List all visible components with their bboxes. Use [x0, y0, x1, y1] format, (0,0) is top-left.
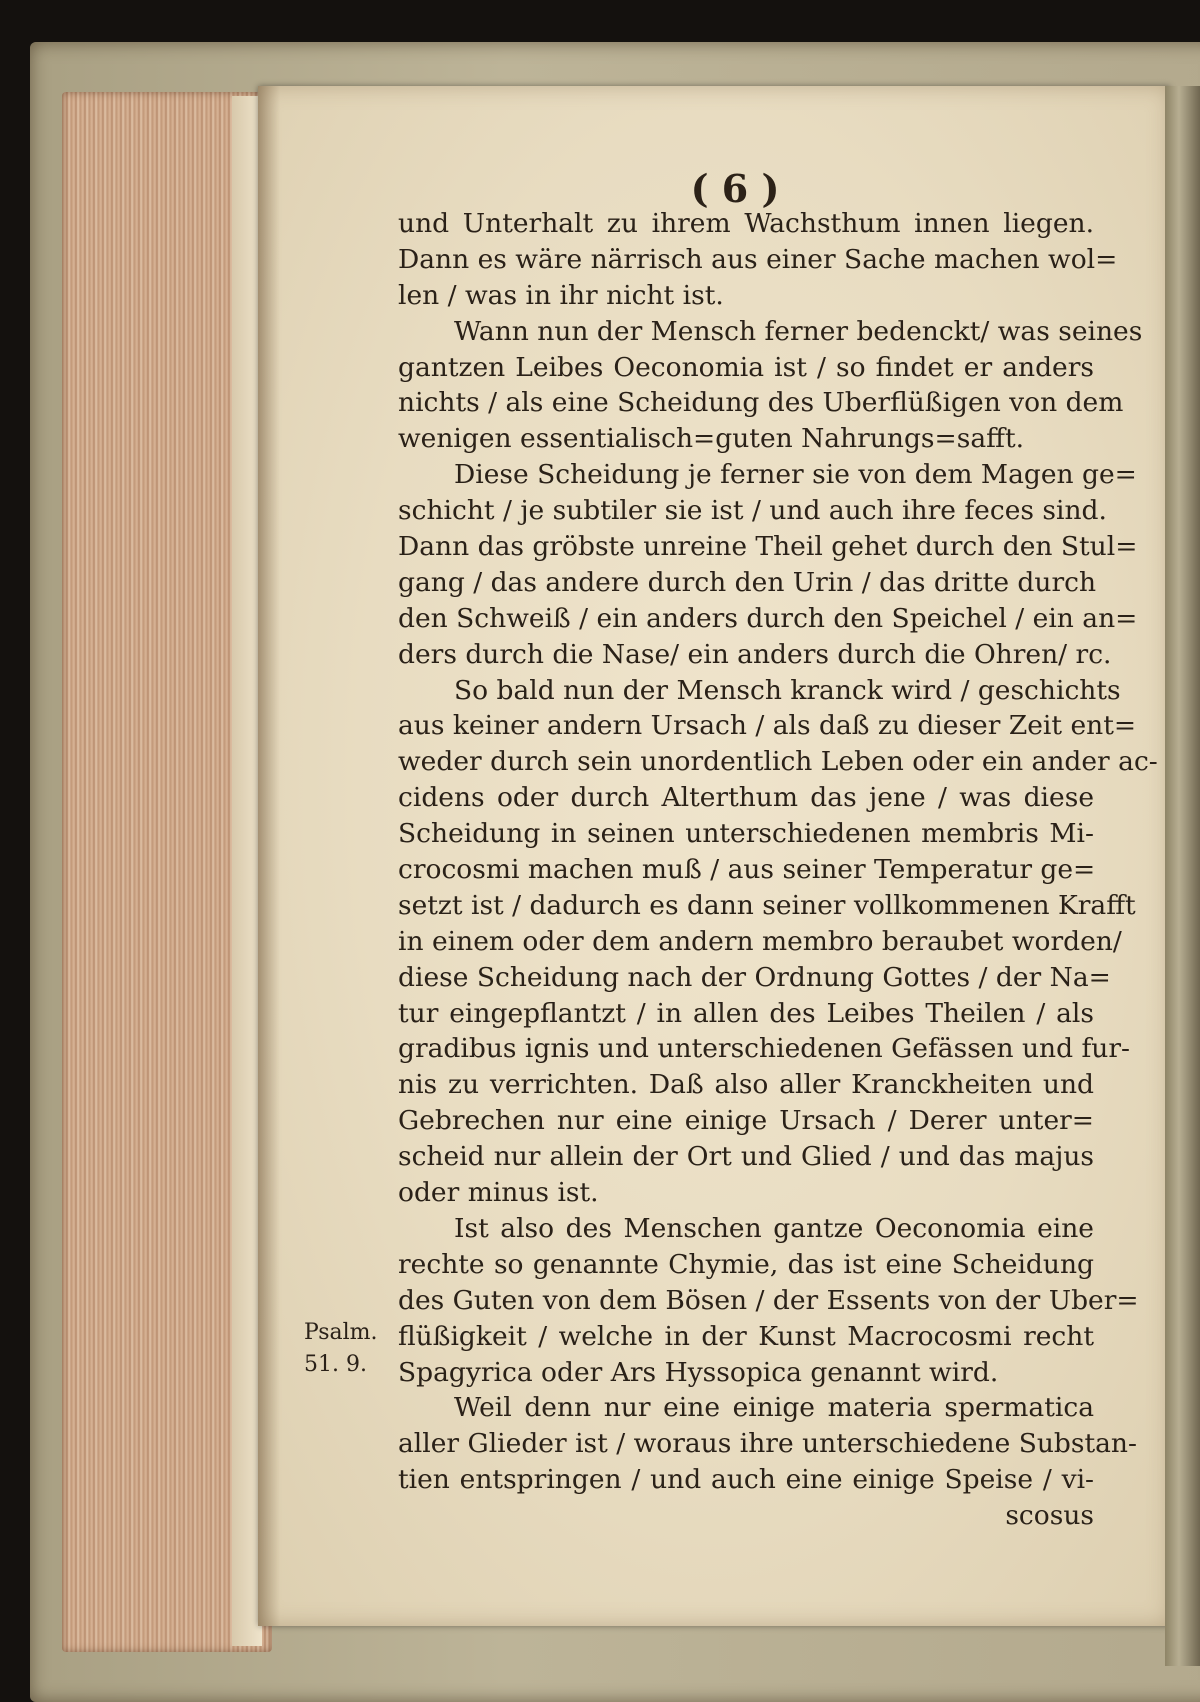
text-line: setzt ist / dadurch es dann seiner vollkommenen Krafft: [398, 889, 1136, 921]
text-line: in einem oder dem andern membro beraubet worden/: [398, 925, 1122, 957]
text-line: wenigen essentialisch=guten Nahrungs=safft.: [398, 423, 1025, 455]
gutter-shadow: [258, 86, 280, 1626]
margin-note-line: 51. 9.: [304, 1352, 367, 1377]
text-line: gantzen Leibes Oeconomia ist / so findet er anders: [398, 351, 1094, 383]
page-number: ( 6 ): [690, 166, 780, 211]
text-line: oder minus ist.: [398, 1177, 599, 1209]
cover-right-edge: [1165, 86, 1200, 1666]
text-line: Spagyrica oder Ars Hyssopica genannt wird.: [398, 1356, 999, 1388]
text-line: Weil denn nur eine einige materia spermatica: [454, 1392, 1094, 1424]
text-line: und Unterhalt zu ihrem Wachsthum innen liegen.: [398, 208, 1094, 239]
text-line: weder durch sein unordentlich Leben oder ein ander ac-: [398, 746, 1158, 778]
text-line: den Schweiß / ein anders durch den Speichel / ein an=: [398, 602, 1138, 634]
text-line: tien entspringen / und auch eine einige Speise / vi-: [398, 1464, 1094, 1496]
text-line: ders durch die Nase/ ein anders durch die Ohren/ rc.: [398, 638, 1112, 670]
text-line: des Guten von dem Bösen / der Essents von der Uber=: [398, 1284, 1139, 1316]
text-line: tur eingepflantzt / in allen des Leibes Theilen / als: [398, 997, 1094, 1029]
text-line: flüßigkeit / welche in der Kunst Macrocosmi recht: [398, 1320, 1094, 1352]
text-line: scheid nur allein der Ort und Glied / und das majus: [398, 1141, 1094, 1173]
text-line: scosus: [1005, 1500, 1094, 1532]
margin-note-line: Psalm.: [304, 1320, 378, 1345]
text-line: Scheidung in seinen unterschiedenen membris Mi-: [398, 818, 1094, 850]
text-line: aus keiner andern Ursach / als daß zu dieser Zeit ent=: [398, 710, 1137, 742]
text-line: cidens oder durch Alterthum das jene / was diese: [398, 782, 1094, 814]
text-line: len / was in ihr nicht ist.: [398, 279, 724, 311]
text-line: So bald nun der Mensch kranck wird / geschichts: [454, 674, 1121, 706]
text-line: nis zu verrichten. Daß also aller Kranckheiten und: [398, 1069, 1094, 1101]
text-line: Dann das gröbste unreine Theil gehet durch den Stul=: [398, 531, 1138, 563]
text-line: crocosmi machen muß / aus seiner Temperatur ge=: [398, 854, 1096, 886]
text-line: diese Scheidung nach der Ordnung Gottes / der Na=: [398, 961, 1111, 993]
margin-note: [304, 1317, 384, 1381]
text-line: gradibus ignis und unterschiedenen Gefässen und fur-: [398, 1033, 1130, 1065]
text-line: Gebrechen nur eine einige Ursach / Derer unter=: [398, 1105, 1094, 1137]
text-line: gang / das andere durch den Urin / das dritte durch: [398, 566, 1097, 598]
text-line: nichts / als eine Scheidung des Uberflüßigen von dem: [398, 387, 1124, 419]
text-line: schicht / je subtiler sie ist / und auch ihre feces sind.: [398, 495, 1107, 527]
text-line: Diese Scheidung je ferner sie von dem Magen ge=: [454, 459, 1137, 491]
text-line: aller Glieder ist / woraus ihre unterschiedene Substan-: [398, 1428, 1137, 1460]
text-line: rechte so genannte Chymie, das ist eine Scheidung: [398, 1248, 1094, 1280]
text-line: Dann es wäre närrisch aus einer Sache machen wol=: [398, 243, 1118, 275]
text-line: Wann nun der Mensch ferner bedenckt/ was seines: [454, 315, 1143, 347]
text-line: Ist also des Menschen gantze Oeconomia eine: [454, 1212, 1094, 1244]
body-text: [398, 206, 1158, 1534]
